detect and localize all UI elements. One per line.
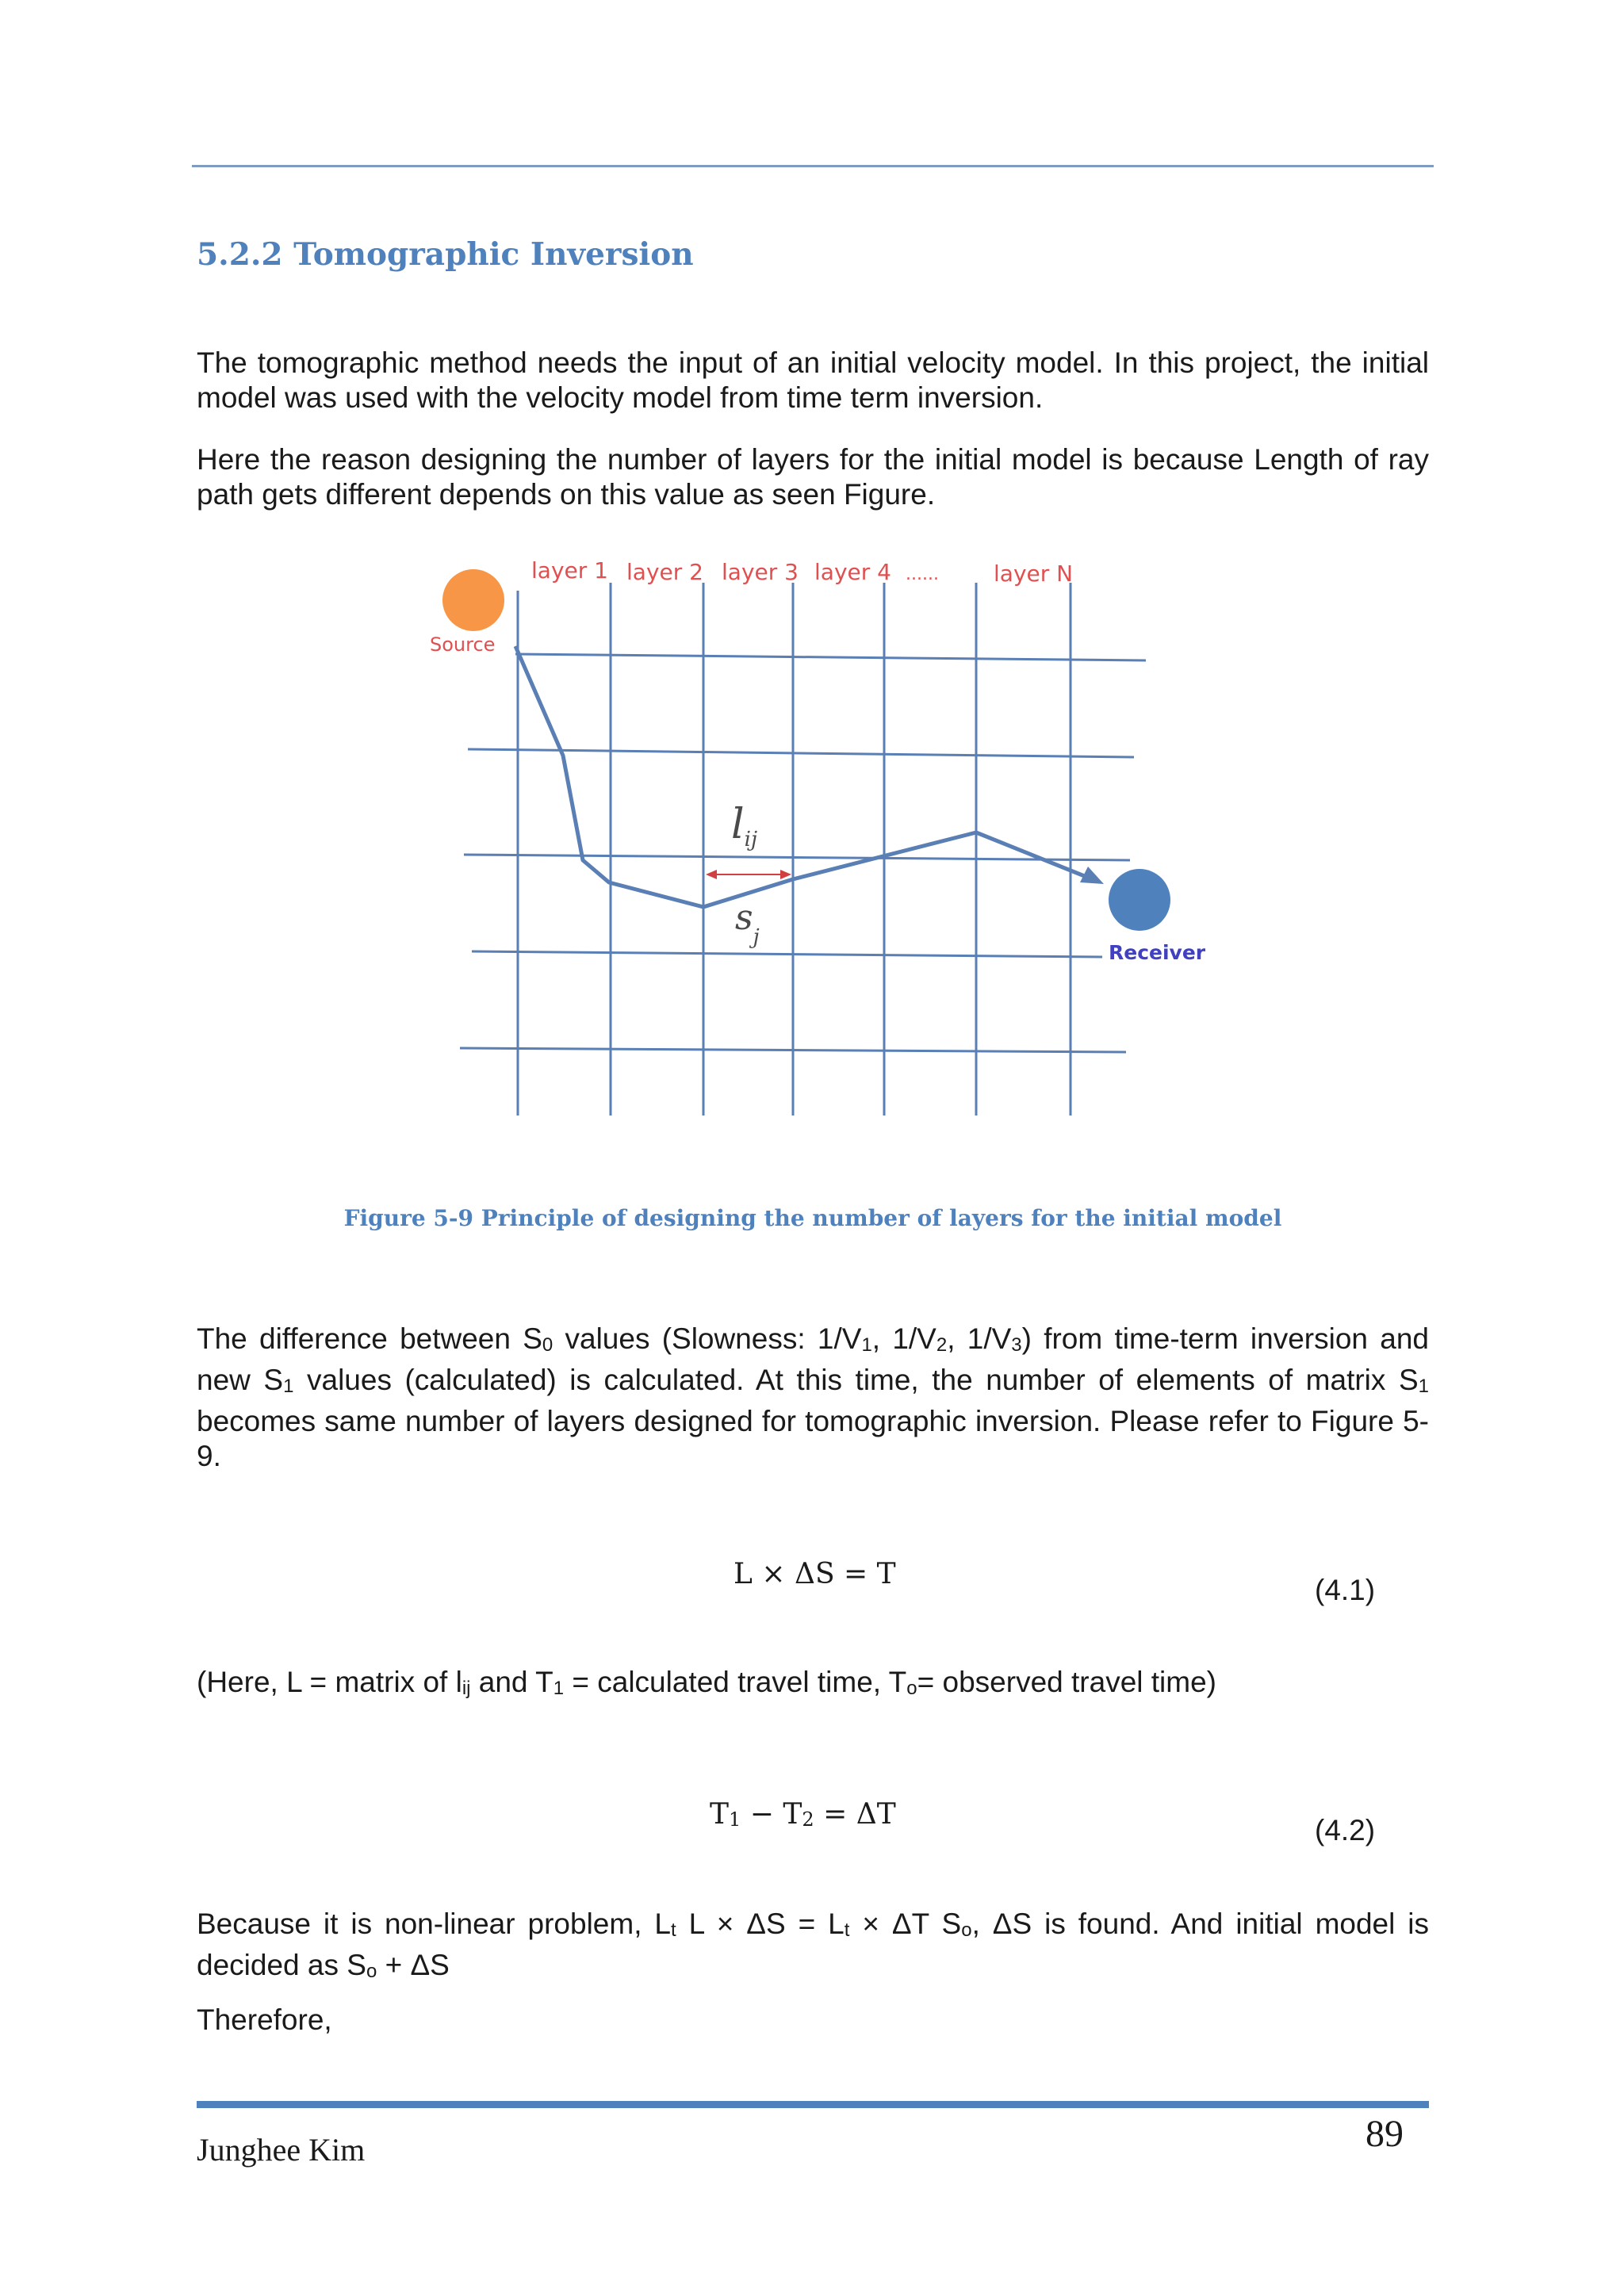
header-rule: [192, 165, 1434, 167]
equation-4-1: L × ΔS = T: [733, 1558, 896, 1590]
receiver-circle: [1109, 869, 1170, 931]
paragraph-nonlinear: Because it is non-linear problem, $L_t$ $L \times \Delta S = L_t \times \Delta T$ $S_o$, ΔS is found. And initial model is decided as $S_o + \Delta S$: [197, 1908, 1430, 1982]
receiver-label: Receiver: [1109, 941, 1206, 964]
equation-number-4-1: (4.1): [1315, 1574, 1376, 1606]
lij-label: lij: [731, 801, 758, 851]
ray-path-figure: [420, 551, 1213, 1138]
grid-horizontal-line: [472, 951, 1102, 957]
footer-rule: [197, 2101, 1429, 2108]
page-number: 89: [1365, 2113, 1404, 2155]
source-label: Source: [430, 633, 496, 656]
paragraph-matrix-definition: (Here, L = matrix of $l_{ij}$ and $T_1$ = calculated travel time, $T_o=$ observed travel time): [197, 1666, 1216, 1699]
layer-label-n: layer N: [994, 561, 1074, 587]
paragraph-slowness-difference: The difference between $S_0$ values (Slowness: $1/V_1$, $1/V_2$, $1/V_3$) from time-term inversion and new $S_1$ values (calculated) is calculated. At this time, the number of elements of matrix $S_1$ becomes same number of layers designed for tomographic inversion. Please refer to Figure 5-9.: [197, 1322, 1429, 1472]
equation-number-4-2: (4.2): [1315, 1814, 1376, 1846]
sj-label: $s_j$: [735, 897, 760, 949]
paragraph-layer-reason: Here the reason designing the number of layers for the initial model is because Length of ray path gets different depends on this value as seen Figure.: [197, 443, 1429, 511]
paragraph-therefore: Therefore,: [197, 2003, 332, 2036]
layer-label-3: layer 3: [722, 559, 799, 585]
layer-label-4: layer 4: [814, 559, 891, 585]
equation-4-2: $T_1 - T_2 = \Delta T$: [710, 1798, 896, 1831]
ray-arrowhead: [1080, 867, 1104, 884]
lij-arrow-left: [706, 870, 717, 879]
figure-caption: Figure 5-9 Principle of designing the number of layers for the initial model: [343, 1205, 1282, 1231]
layer-label-dots: ......: [906, 564, 939, 584]
lij-arrow-right: [780, 870, 791, 879]
footer-author: Junghee Kim: [197, 2132, 366, 2168]
grid-horizontal-line: [468, 749, 1134, 757]
source-circle: [442, 569, 504, 631]
ray-path: [515, 646, 1090, 907]
layer-label-2: layer 2: [626, 559, 703, 585]
layer-label-1: layer 1: [531, 557, 608, 584]
paragraph-initial-model: The tomographic method needs the input of an initial velocity model. In this project, the initial model was used with the velocity model from time term inversion.: [197, 346, 1429, 414]
grid-lines: [460, 583, 1146, 1115]
section-heading: 5.2.2 Tomographic Inversion: [197, 236, 694, 273]
